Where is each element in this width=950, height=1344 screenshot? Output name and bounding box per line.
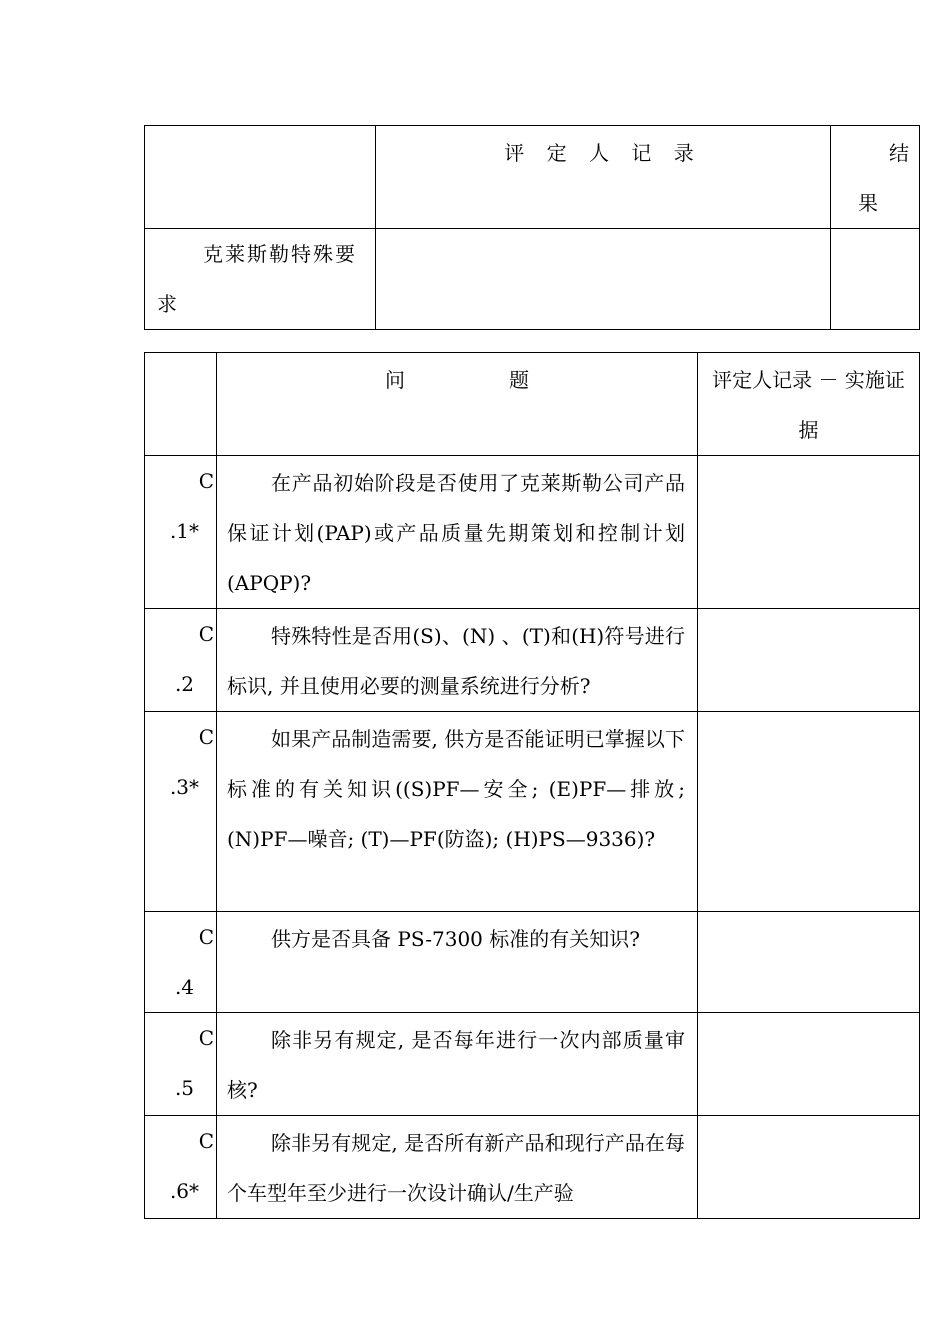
evidence-cell[interactable] — [698, 712, 920, 912]
table-row — [145, 912, 920, 1013]
row-id-letter: C — [198, 1026, 214, 1050]
reviewer-record-header: 评 定 人 记 录 — [376, 126, 831, 229]
row-id — [145, 712, 217, 912]
row-id-letter: C — [198, 725, 214, 749]
evidence-cell[interactable] — [698, 456, 920, 609]
evidence-cell[interactable] — [698, 609, 920, 712]
row-id-letter: C — [198, 1129, 214, 1153]
row-id-number: .2 — [174, 672, 195, 696]
table-row — [145, 456, 920, 609]
row-id-letter: C — [198, 469, 214, 493]
result-header — [831, 126, 920, 229]
result-cell[interactable] — [831, 229, 920, 330]
row-id — [145, 456, 217, 609]
table-row — [145, 1116, 920, 1219]
id-header-cell — [145, 353, 217, 456]
evidence-header: 评定人记录 － 实施证据 — [698, 353, 920, 456]
question-text: 供方是否具备 PS-7300 标准的有关知识? — [217, 912, 698, 1013]
requirement-table-header-row — [145, 126, 920, 229]
question-header-char1: 问 — [385, 368, 405, 392]
result-header-line2: 果 — [858, 191, 878, 215]
chrysler-requirement-label: 克莱斯勒特殊要求 — [145, 229, 376, 330]
table-row — [145, 609, 920, 712]
evidence-cell[interactable] — [698, 1116, 920, 1219]
reviewer-record-cell[interactable] — [376, 229, 831, 330]
question-table-header-row — [145, 353, 920, 456]
empty-header-cell — [145, 126, 376, 229]
row-id-number: .3* — [169, 775, 200, 799]
question-text: 除非另有规定, 是否所有新产品和现行产品在每个车型年至少进行一次设计确认/生产验 — [217, 1116, 698, 1219]
evidence-cell[interactable] — [698, 1013, 920, 1116]
row-id — [145, 609, 217, 712]
question-text: 在产品初始阶段是否使用了克莱斯勒公司产品保证计划(PAP)或产品质量先期策划和控制计划(APQP)? — [217, 456, 698, 609]
requirement-row — [145, 229, 920, 330]
question-text: 特殊特性是否用(S)、(N) 、(T)和(H)符号进行标识, 并且使用必要的测量系统进行分析? — [217, 609, 698, 712]
table-row — [145, 712, 920, 912]
question-text: 除非另有规定, 是否每年进行一次内部质量审核? — [217, 1013, 698, 1116]
question-text: 如果产品制造需要, 供方是否能证明已掌握以下标准的有关知识((S)PF—安全; (E)PF—排放; (N)PF—噪音; (T)—PF(防盗); (H)PS—9336)? — [217, 712, 698, 912]
evidence-cell[interactable] — [698, 912, 920, 1013]
requirement-table — [144, 125, 920, 330]
row-id-number: .6* — [169, 1179, 200, 1203]
question-table — [144, 352, 920, 1219]
row-id-number: .4 — [174, 975, 195, 999]
table-row — [145, 1013, 920, 1116]
result-header-line1: 结 — [889, 141, 909, 165]
row-id — [145, 912, 217, 1013]
question-header-char2: 题 — [509, 368, 529, 392]
row-id-number: .1* — [169, 519, 200, 543]
row-id — [145, 1013, 217, 1116]
question-header — [217, 353, 698, 456]
row-id-number: .5 — [174, 1076, 195, 1100]
row-id — [145, 1116, 217, 1219]
row-id-letter: C — [198, 925, 214, 949]
row-id-letter: C — [198, 622, 214, 646]
